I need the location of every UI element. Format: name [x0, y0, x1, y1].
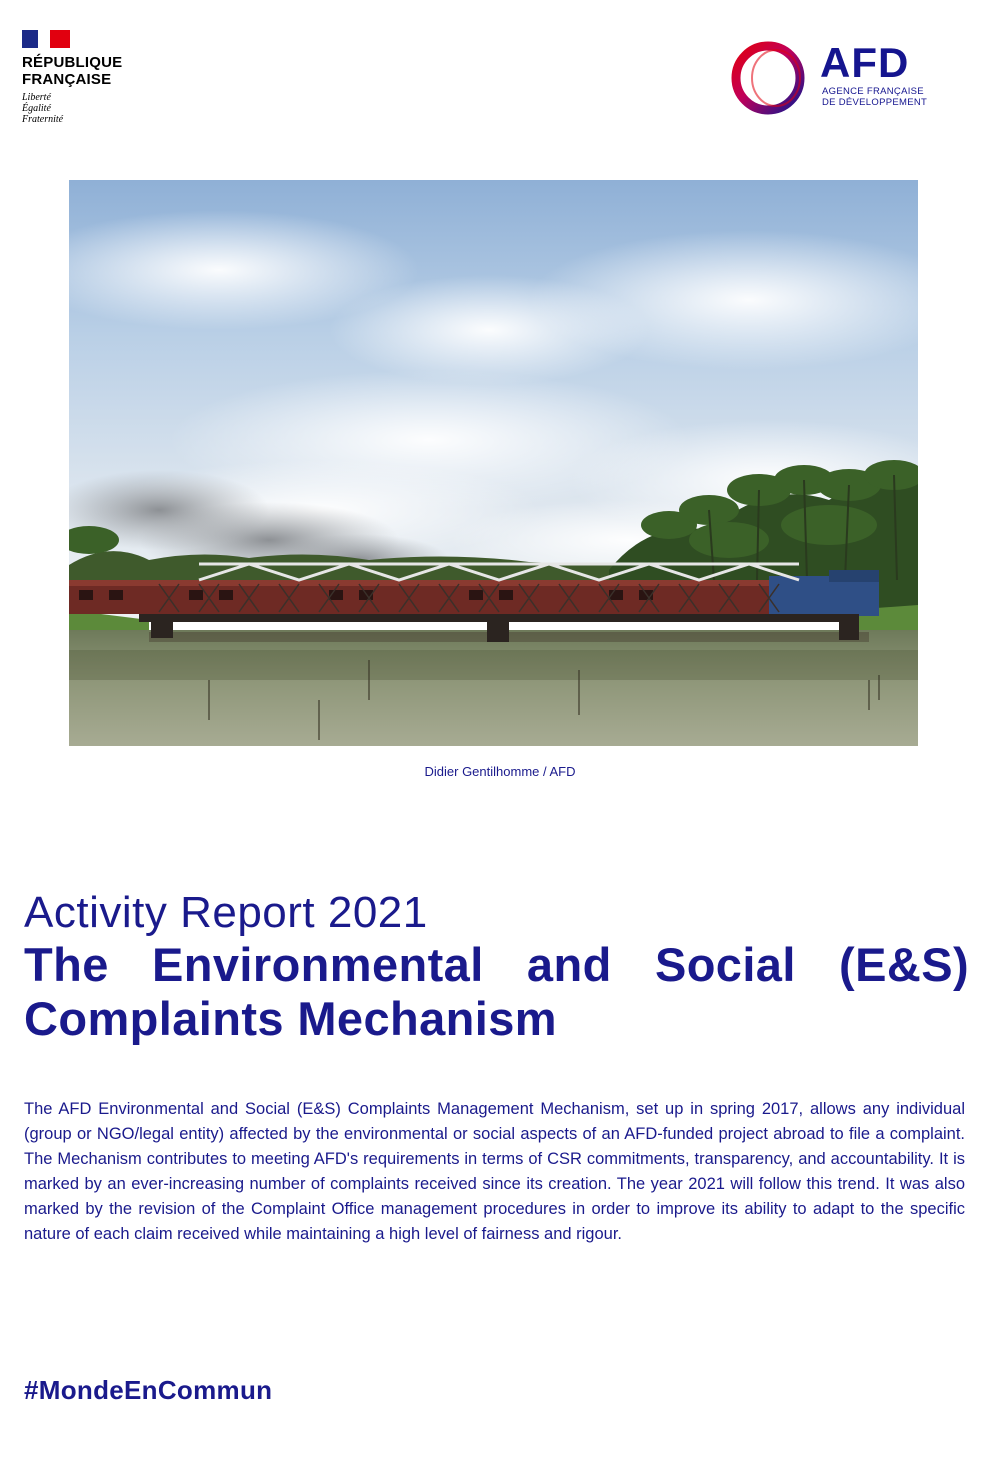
- hashtag: #MondeEnCommun: [24, 1375, 273, 1405]
- photo-caption: Didier Gentilhomme / AFD: [424, 764, 576, 779]
- afd-subtitle: [822, 86, 927, 108]
- report-summary: The AFD Environmental and Social (E&S) Complaints Management Mechanism, set up in spring 2017, allows any individual (group or NGO/legal entity) affected by the environmental or social aspects of an AFD-funded project abroad to file a complaint. The Mechanism contributes to meeting AFD's requirements in terms of CSR commitments, transparency, and accountability. It is marked by an ever-increasing number of complaints received since its creation. The year 2021 will follow this trend. It was also marked by the revision of the Complaint Office management procedures in order to improve its ability to adapt to the specific nature of each claim received while maintaining a high level of fairness and rigour.: [24, 1100, 965, 1243]
- french-flag-icon: [22, 30, 70, 48]
- report-title: The Environmental and Social (E&S) Complaints Mechanism: [24, 938, 969, 1045]
- rf-name: [22, 54, 162, 88]
- afd-logo: [728, 36, 938, 120]
- afd-sub-line2: DE DÉVELOPPEMENT: [822, 97, 928, 108]
- train-bridge-photo: [69, 180, 918, 746]
- afd-sub-line1: AGENCE FRANÇAISE: [822, 86, 924, 97]
- rf-motto-line1: Liberté: [22, 92, 51, 103]
- rf-motto-line3: Fraternité: [22, 114, 64, 125]
- rf-name-line1: RÉPUBLIQUE: [22, 54, 123, 71]
- rf-motto: [22, 92, 162, 125]
- rf-motto-line2: Égalité: [22, 103, 51, 114]
- afd-title: AFD: [820, 39, 910, 86]
- report-subtitle: Activity Report 2021: [24, 888, 428, 937]
- republique-francaise-logo: [22, 30, 162, 125]
- cover-photo: [69, 180, 918, 746]
- afd-ring-icon: [728, 36, 818, 120]
- rf-name-line2: FRANÇAISE: [22, 71, 112, 88]
